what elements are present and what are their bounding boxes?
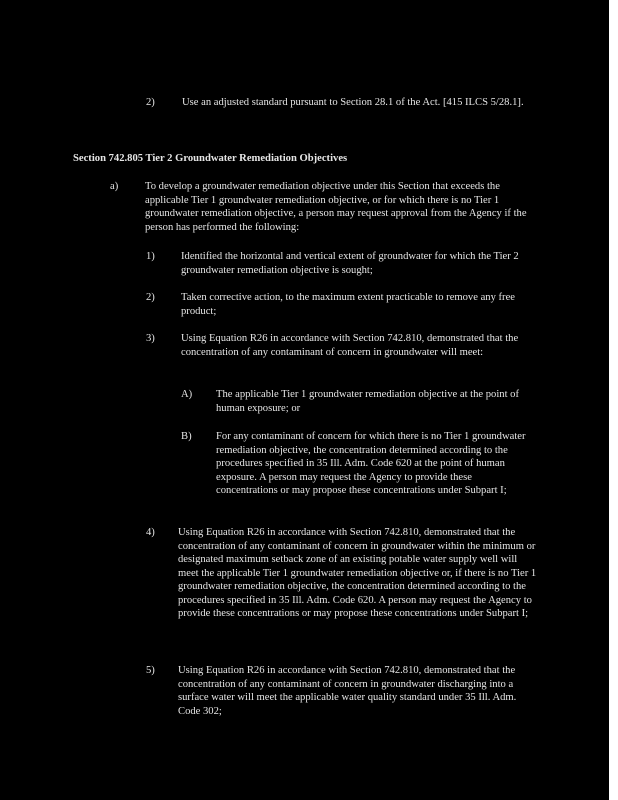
subitem-text: For any contaminant of concern for which there is no Tier 1 groundwater remediation objective, the concentration determined according to the procedures specified in 35 Ill. Adm. Code 620 at the point of human exposure. A person may request the Agency to provide these concentrations or may propose these concentrations under Subpart I; xyxy=(216,431,526,496)
intro-item-text: Use an adjusted standard pursuant to Section 28.1 of the Act. [415 ILCS 5/28.1]. xyxy=(182,97,524,108)
item-text: Taken corrective action, to the maximum extent practicable to remove any free product; xyxy=(181,292,515,317)
item-text: Using Equation R26 in accordance with Section 742.810, demonstrated that the concentration of any contaminant of concern in groundwater within the minimum or designated maximum setback zone of an existing potable water supply well will meet the applicable Tier 1 groundwater remediation objective or, if there is no Tier 1 groundwater remediation objective, the concentration determined according to the procedures specified in 35 Ill. Adm. Code 620. A person may request the Agency to provide these concentrations or may propose these concentrations under Subpart I; xyxy=(178,527,537,619)
item-text: Using Equation R26 in accordance with Section 742.810, demonstrated that the concentration of any contaminant of concern in groundwater discharging into a surface water will meet the applicable water quality standard under 35 Ill. Adm. Code 302; xyxy=(178,665,517,717)
subsection-a-label: a) xyxy=(110,181,119,192)
section-heading: Section 742.805 Tier 2 Groundwater Remediation Objectives xyxy=(73,153,348,164)
item-number: 4) xyxy=(146,527,155,538)
intro-item-number: 2) xyxy=(146,97,155,108)
subsection-a-text: To develop a groundwater remediation objective under this Section that exceeds the applicable Tier 1 groundwater remediation objective, or for which there is no Tier 1 groundwater remediation objective, a person may request approval from the Agency if the person has performed the following: xyxy=(145,181,527,233)
subitem-letter: A) xyxy=(181,389,193,400)
item-number: 3) xyxy=(146,333,155,344)
page-edge xyxy=(609,0,618,800)
item-text: Using Equation R26 in accordance with Section 742.810, demonstrated that the concentration of any contaminant of concern in groundwater will meet: xyxy=(181,333,519,358)
item-text: Identified the horizontal and vertical extent of groundwater for which the Tier 2 groundwater remediation objective is sought; xyxy=(181,251,519,276)
subitem-letter: B) xyxy=(181,431,192,442)
item-number: 1) xyxy=(146,251,155,262)
item-number: 5) xyxy=(146,665,155,676)
subitem-text: The applicable Tier 1 groundwater remediation objective at the point of human exposure; or xyxy=(216,389,520,414)
item-number: 2) xyxy=(146,292,155,303)
